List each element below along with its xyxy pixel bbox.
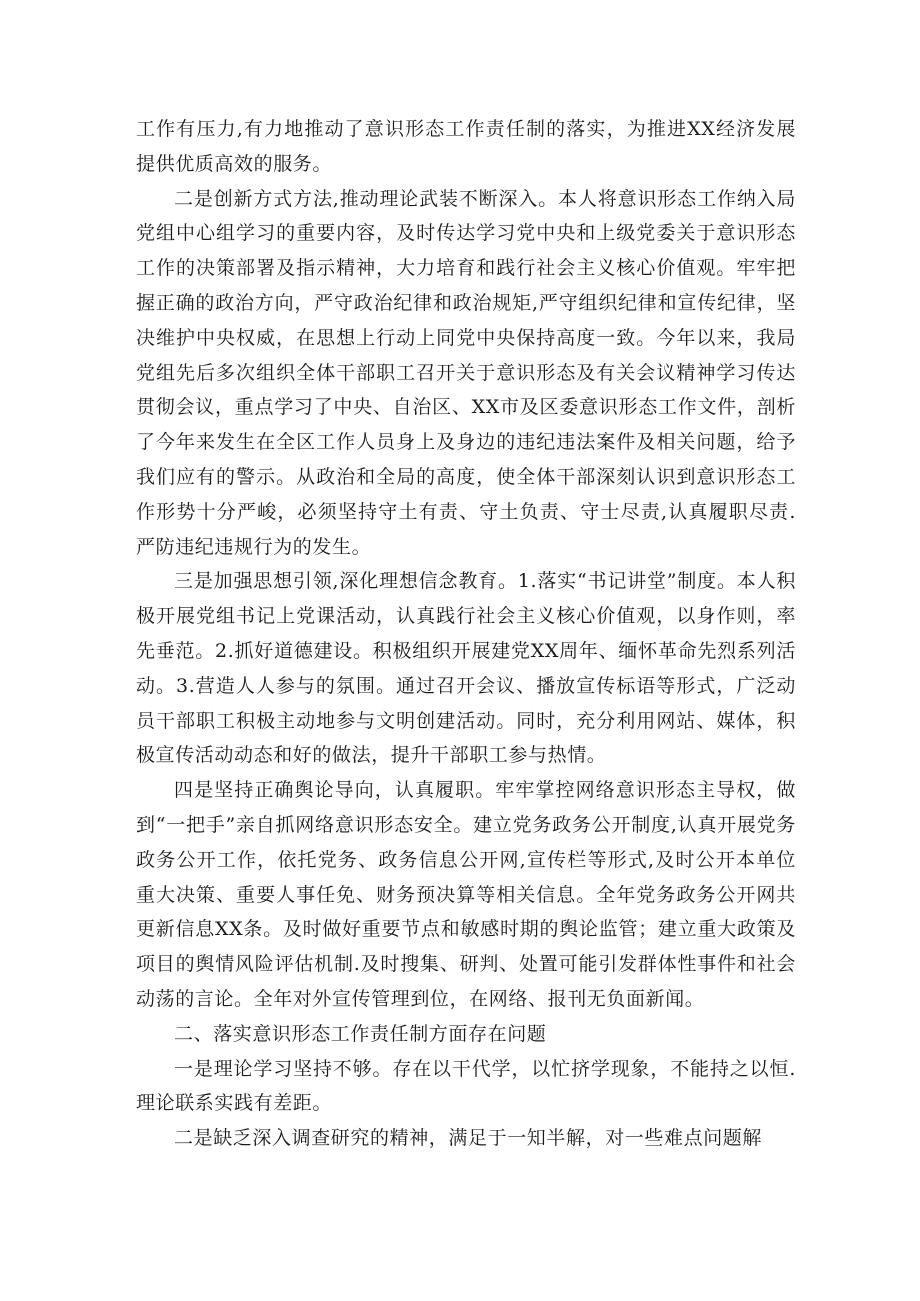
paragraph-theory-study: 一是理论学习坚持不够。存在以干代学，以忙挤学现象，不能持之以恒.理论联系实践有差距。 <box>136 1057 796 1115</box>
paragraph-investigation: 二是缺乏深入调查研究的精神，满足于一知半解，对一些难点问题解 <box>174 1127 763 1150</box>
paragraph-innovation-methods: 二是创新方式方法,推动理论武装不断深入。本人将意识形态工作纳入局党组中心组学习的重要内容，及时传达学习党中央和上级党委关于意识形态工作的决策部署及指示精神，大力培育和践行社会主义核心价值观。牢牢把握正确的政治方向，严守政治纪律和政治规矩,严守组织纪律和宣传纪律，坚决维护中央权威，在思想上行动上同党中央保持高度一致。今年以来，我局党组先后多次组织全体干部职工召开关于意识形态及有关会议精神学习传达贯彻会议，重点学习了中央、自治区、XX市及区委意识形态工作文件，剖析了今年来发生在全区工作人员身上及身边的违纪违法案件及相关问题，给予我们应有的警示。从政治和全局的高度，使全体干部深刻认识到意识形态工作形势十分严峻，必须坚持守土有责、守土负责、守士尽责,认真履职尽责.严防违纪违规行为的发生。 <box>136 187 796 558</box>
section-heading-problems: 二、落实意识形态工作责任制方面存在问题 <box>174 1022 547 1045</box>
paragraph-ideological-guidance: 三是加强思想引领,深化理想信念教育。1.落实“书记讲堂”制度。本人积极开展党组书记上党课活动，认真践行社会主义核心价值观，以身作则，率先垂范。2.抓好道德建设。积极组织开展建党XX周年、缅怀革命先烈系列活动。3.营造人人参与的氛围。通过召开会议、播放宣传标语等形式，广泛动员干部职工积极主动地参与文明创建活动。同时，充分利用网站、媒体，积极宣传活动动态和好的做法，提升干部职工参与热情。 <box>136 570 796 767</box>
paragraph-public-opinion: 四是坚持正确舆论导向，认真履职。牢牢掌控网络意识形态主导权，做到“一把手”亲自抓网络意识形态安全。建立党务政务公开制度,认真开展党务政务公开工作，依托党务、政务信息公开网,宣传栏等形式,及时公开本单位重大决策、重要人事任免、财务预决算等相关信息。全年党务政务公开网共更新信息XX条。及时做好重要节点和敏感时期的舆论监管；建立重大政策及项目的舆情风险评估机制.及时搜集、研判、处置可能引发群体性事件和社会动荡的言论。全年对外宣传管理到位，在网络、报刊无负面新闻。 <box>136 779 796 1010</box>
document-body <box>136 112 796 1156</box>
paragraph-continuation: 工作有压力,有力地推动了意识形态工作责任制的落实，为推进XX经济发展提供优质高效的服务。 <box>136 118 796 175</box>
